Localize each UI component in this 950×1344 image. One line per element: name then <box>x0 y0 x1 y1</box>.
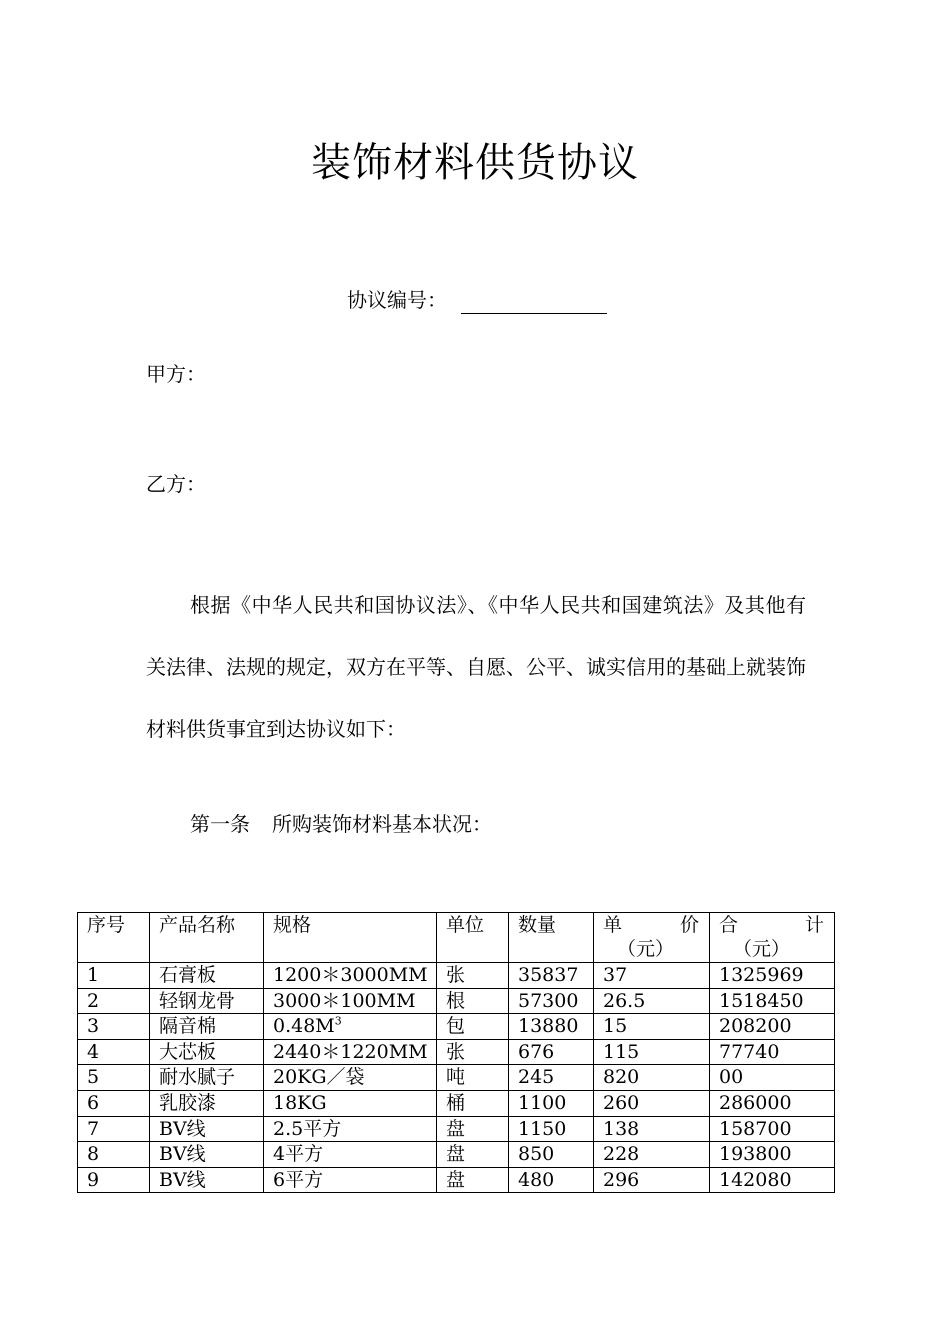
table-row <box>78 1065 835 1091</box>
cell-unit: 桶 <box>437 1090 509 1116</box>
cell-spec: 4平方 <box>264 1142 437 1168</box>
cell-qty: 676 <box>509 1039 594 1065</box>
cell-seq: 5 <box>78 1065 150 1091</box>
agreement-number-label: 协议编号： <box>347 288 447 312</box>
cell-qty: 35837 <box>509 963 594 989</box>
cell-price: 820 <box>594 1065 710 1091</box>
cell-name: 石膏板 <box>150 963 264 989</box>
cell-price: 26.5 <box>594 988 710 1014</box>
cell-qty: 13880 <box>509 1014 594 1040</box>
cell-seq: 4 <box>78 1039 150 1065</box>
cell-seq: 9 <box>78 1167 150 1193</box>
table-header-row <box>78 913 835 963</box>
cell-spec: 3000＊100MM <box>264 988 437 1014</box>
cell-spec: 20KG／袋 <box>264 1065 437 1091</box>
cell-spec: 18KG <box>264 1090 437 1116</box>
table-row <box>78 1090 835 1116</box>
cell-total: 1518450 <box>710 988 835 1014</box>
cell-qty: 1150 <box>509 1116 594 1142</box>
article-1-heading <box>190 810 492 838</box>
cell-total: 208200 <box>710 1014 835 1040</box>
cell-unit: 盘 <box>437 1142 509 1168</box>
agreement-number <box>347 286 607 314</box>
cell-name: 耐水腻子 <box>150 1065 264 1091</box>
cell-total: 286000 <box>710 1090 835 1116</box>
cell-spec: 2.5平方 <box>264 1116 437 1142</box>
cell-unit: 张 <box>437 1039 509 1065</box>
cell-price: 115 <box>594 1039 710 1065</box>
header-spec: 规格 <box>264 913 437 963</box>
cell-qty: 245 <box>509 1065 594 1091</box>
cell-spec: 2440＊1220MM <box>264 1039 437 1065</box>
cell-seq: 8 <box>78 1142 150 1168</box>
cell-total: 00 <box>710 1065 835 1091</box>
cell-unit: 盘 <box>437 1167 509 1193</box>
cell-total: 77740 <box>710 1039 835 1065</box>
header-qty: 数量 <box>509 913 594 963</box>
document-title: 装饰材料供货协议 <box>311 140 639 186</box>
preamble-paragraph: 根据《中华人民共和国协议法》、《中华人民共和国建筑法》及其他有关法律、法规的规定，双方在平等、自愿、公平、诚实信用的基础上就装饰材料供货事宜到达协议如下： <box>146 593 806 741</box>
cell-unit: 张 <box>437 963 509 989</box>
cell-price: 296 <box>594 1167 710 1193</box>
agreement-number-blank <box>461 291 607 314</box>
party-a-label: 甲方： <box>146 362 206 386</box>
table-row <box>78 1014 835 1040</box>
cell-qty: 57300 <box>509 988 594 1014</box>
cell-seq: 3 <box>78 1014 150 1040</box>
cell-name: BV线 <box>150 1167 264 1193</box>
table-row <box>78 1142 835 1168</box>
cell-qty: 1100 <box>509 1090 594 1116</box>
cell-unit: 根 <box>437 988 509 1014</box>
table-row <box>78 1167 835 1193</box>
cell-price: 260 <box>594 1090 710 1116</box>
table-row <box>78 1039 835 1065</box>
table-row <box>78 988 835 1014</box>
cell-total: 193800 <box>710 1142 835 1168</box>
cell-name: 大芯板 <box>150 1039 264 1065</box>
header-total: 合 计 （元） <box>710 913 835 963</box>
cell-seq: 6 <box>78 1090 150 1116</box>
cell-price: 138 <box>594 1116 710 1142</box>
cell-spec: $0.48M^3$ <box>264 1014 437 1040</box>
cell-total: 1325969 <box>710 963 835 989</box>
cell-name: BV线 <box>150 1116 264 1142</box>
cell-spec: 6平方 <box>264 1167 437 1193</box>
cell-price: 37 <box>594 963 710 989</box>
cell-total: 142080 <box>710 1167 835 1193</box>
materials-table <box>77 912 835 1193</box>
table-row <box>78 963 835 989</box>
header-seq: 序号 <box>78 913 150 963</box>
header-unit: 单位 <box>437 913 509 963</box>
cell-unit: 吨 <box>437 1065 509 1091</box>
cell-qty: 850 <box>509 1142 594 1168</box>
cell-price: 228 <box>594 1142 710 1168</box>
article-number: 第一条 <box>190 812 250 836</box>
party-b-label: 乙方： <box>146 472 206 496</box>
cell-seq: 7 <box>78 1116 150 1142</box>
cell-seq: 2 <box>78 988 150 1014</box>
cell-name: 隔音棉 <box>150 1014 264 1040</box>
cell-total: 158700 <box>710 1116 835 1142</box>
article-title: 所购装饰材料基本状况： <box>272 812 492 836</box>
cell-name: 乳胶漆 <box>150 1090 264 1116</box>
cell-spec: 1200＊3000MM <box>264 963 437 989</box>
header-unit-price: 单 价 （元） <box>594 913 710 963</box>
header-name: 产品名称 <box>150 913 264 963</box>
cell-unit: 盘 <box>437 1116 509 1142</box>
cell-unit: 包 <box>437 1014 509 1040</box>
cell-name: BV线 <box>150 1142 264 1168</box>
cell-price: 15 <box>594 1014 710 1040</box>
table-row <box>78 1116 835 1142</box>
cell-qty: 480 <box>509 1167 594 1193</box>
cell-seq: 1 <box>78 963 150 989</box>
cell-name: 轻钢龙骨 <box>150 988 264 1014</box>
